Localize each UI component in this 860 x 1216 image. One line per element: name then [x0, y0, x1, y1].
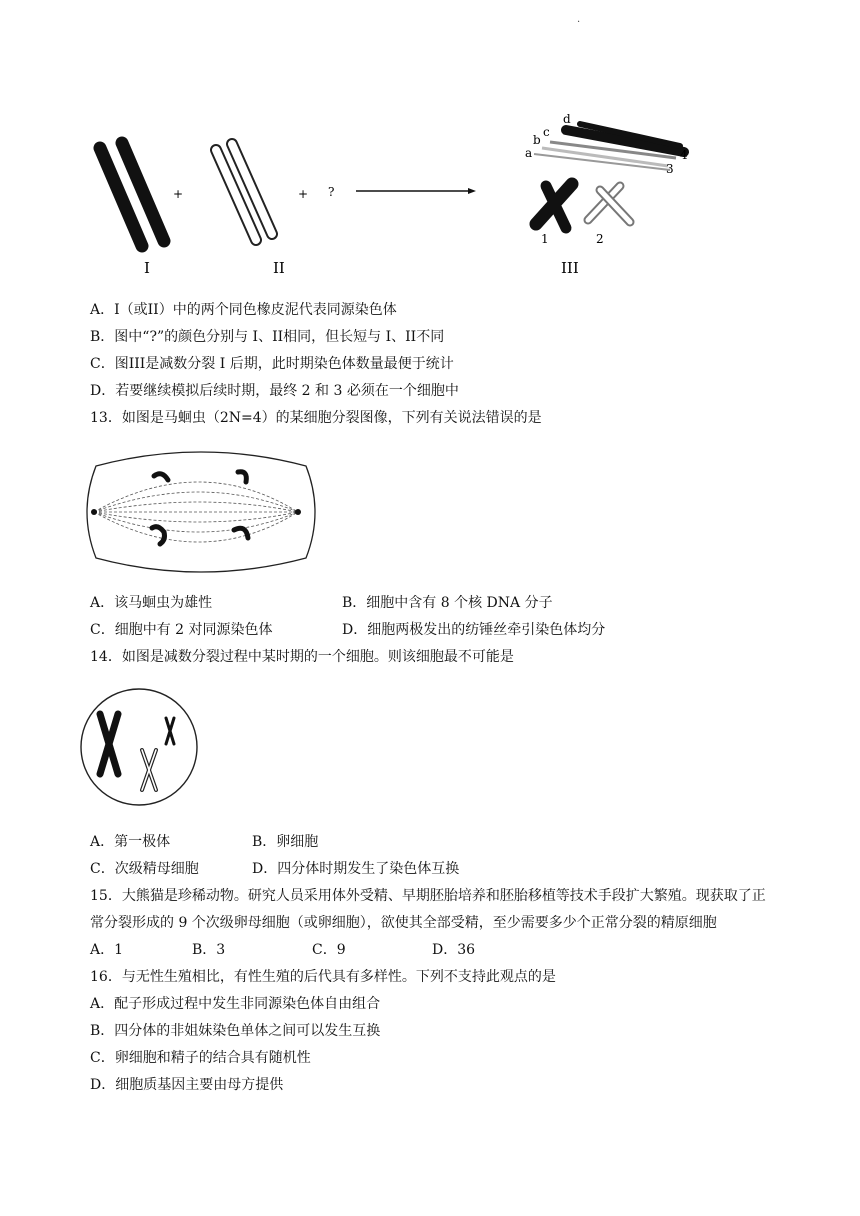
- q16-stem: 16．与无性生殖相比，有性生殖的后代具有多样性。下列不支持此观点的是: [90, 969, 556, 985]
- plus-sign-2: +: [298, 187, 309, 201]
- label-2: 2: [596, 232, 604, 246]
- chromosome-arrangement-III: [534, 124, 684, 228]
- q13-option-a: A．该马蛔虫为雄性: [90, 595, 213, 611]
- label-b: b: [533, 133, 541, 147]
- q12-option-d: D．若要继续模拟后续时期，最终 2 和 3 必须在一个细胞中: [90, 383, 459, 399]
- q12-option-c: C．图III是减数分裂 I 后期，此时期染色体数量最便于统计: [90, 356, 454, 372]
- label-4: 4: [680, 148, 688, 162]
- figure-label-III: III: [561, 259, 579, 277]
- q14-option-b: B．卵细胞: [252, 834, 319, 850]
- label-c: c: [543, 125, 550, 139]
- q15-option-a: A．1: [90, 942, 124, 958]
- q13-stem: 13．如图是马蛔虫（2N=4）的某细胞分裂图像，下列有关说法错误的是: [90, 410, 542, 426]
- q16-option-c: C．卵细胞和精子的结合具有随机性: [90, 1050, 311, 1066]
- q14-option-d: D．四分体时期发生了染色体互换: [252, 861, 460, 877]
- q14-option-a: A．第一极体: [90, 834, 171, 850]
- figure-label-II: II: [273, 259, 285, 277]
- plus-sign-1: +: [173, 187, 184, 201]
- q13-option-c: C．细胞中有 2 对同源染色体: [90, 622, 273, 638]
- label-d: d: [563, 112, 571, 126]
- q15-stem-line1: 15．大熊猫是珍稀动物。研究人员采用体外受精、早期胚胎培养和胚胎移植等技术手段扩大繁殖。现获取了正: [90, 888, 766, 904]
- q16-option-b: B．四分体的非姐妹染色单体之间可以发生互换: [90, 1023, 381, 1039]
- q15-stem-line2: 常分裂形成的 9 个次级卵母细胞（或卵细胞），欲使其全部受精，至少需要多少个正常分裂的精原细胞: [90, 915, 717, 931]
- arrow-icon: [356, 188, 476, 194]
- q14-stem: 14．如图是减数分裂过程中某时期的一个细胞。则该细胞最不可能是: [90, 649, 514, 665]
- q15-option-c: C．9: [312, 942, 346, 958]
- page-header-mark: .: [577, 14, 581, 25]
- label-3: 3: [666, 162, 674, 176]
- figure-label-I: I: [144, 259, 150, 277]
- q14-option-c: C．次级精母细胞: [90, 861, 199, 877]
- q13-option-b: B．细胞中含有 8 个核 DNA 分子: [342, 595, 553, 611]
- figure-13-cell-division: [76, 446, 326, 578]
- q16-option-a: A．配子形成过程中发生非同源染色体自由组合: [90, 996, 381, 1012]
- q15-option-b: B．3: [192, 942, 226, 958]
- chromosome-pair-I: [100, 143, 164, 246]
- q13-option-d: D．细胞两极发出的纺锤丝牵引染色体均分: [342, 622, 606, 638]
- question-mark: ?: [328, 185, 335, 199]
- q12-option-b: B．图中“?”的颜色分别与 I、II相同，但长短与 I、II不同: [90, 329, 445, 345]
- figure-14-meiosis-cell: [76, 686, 202, 808]
- chromosome-pair-II: [216, 144, 272, 240]
- q16-option-d: D．细胞质基因主要由母方提供: [90, 1077, 284, 1093]
- label-a: a: [525, 146, 533, 160]
- q12-option-a: A．I（或II）中的两个同色橡皮泥代表同源染色体: [90, 302, 397, 318]
- q15-option-d: D．36: [432, 942, 476, 958]
- label-1: 1: [541, 232, 549, 246]
- figure-12-clay-chromosomes: [80, 110, 720, 285]
